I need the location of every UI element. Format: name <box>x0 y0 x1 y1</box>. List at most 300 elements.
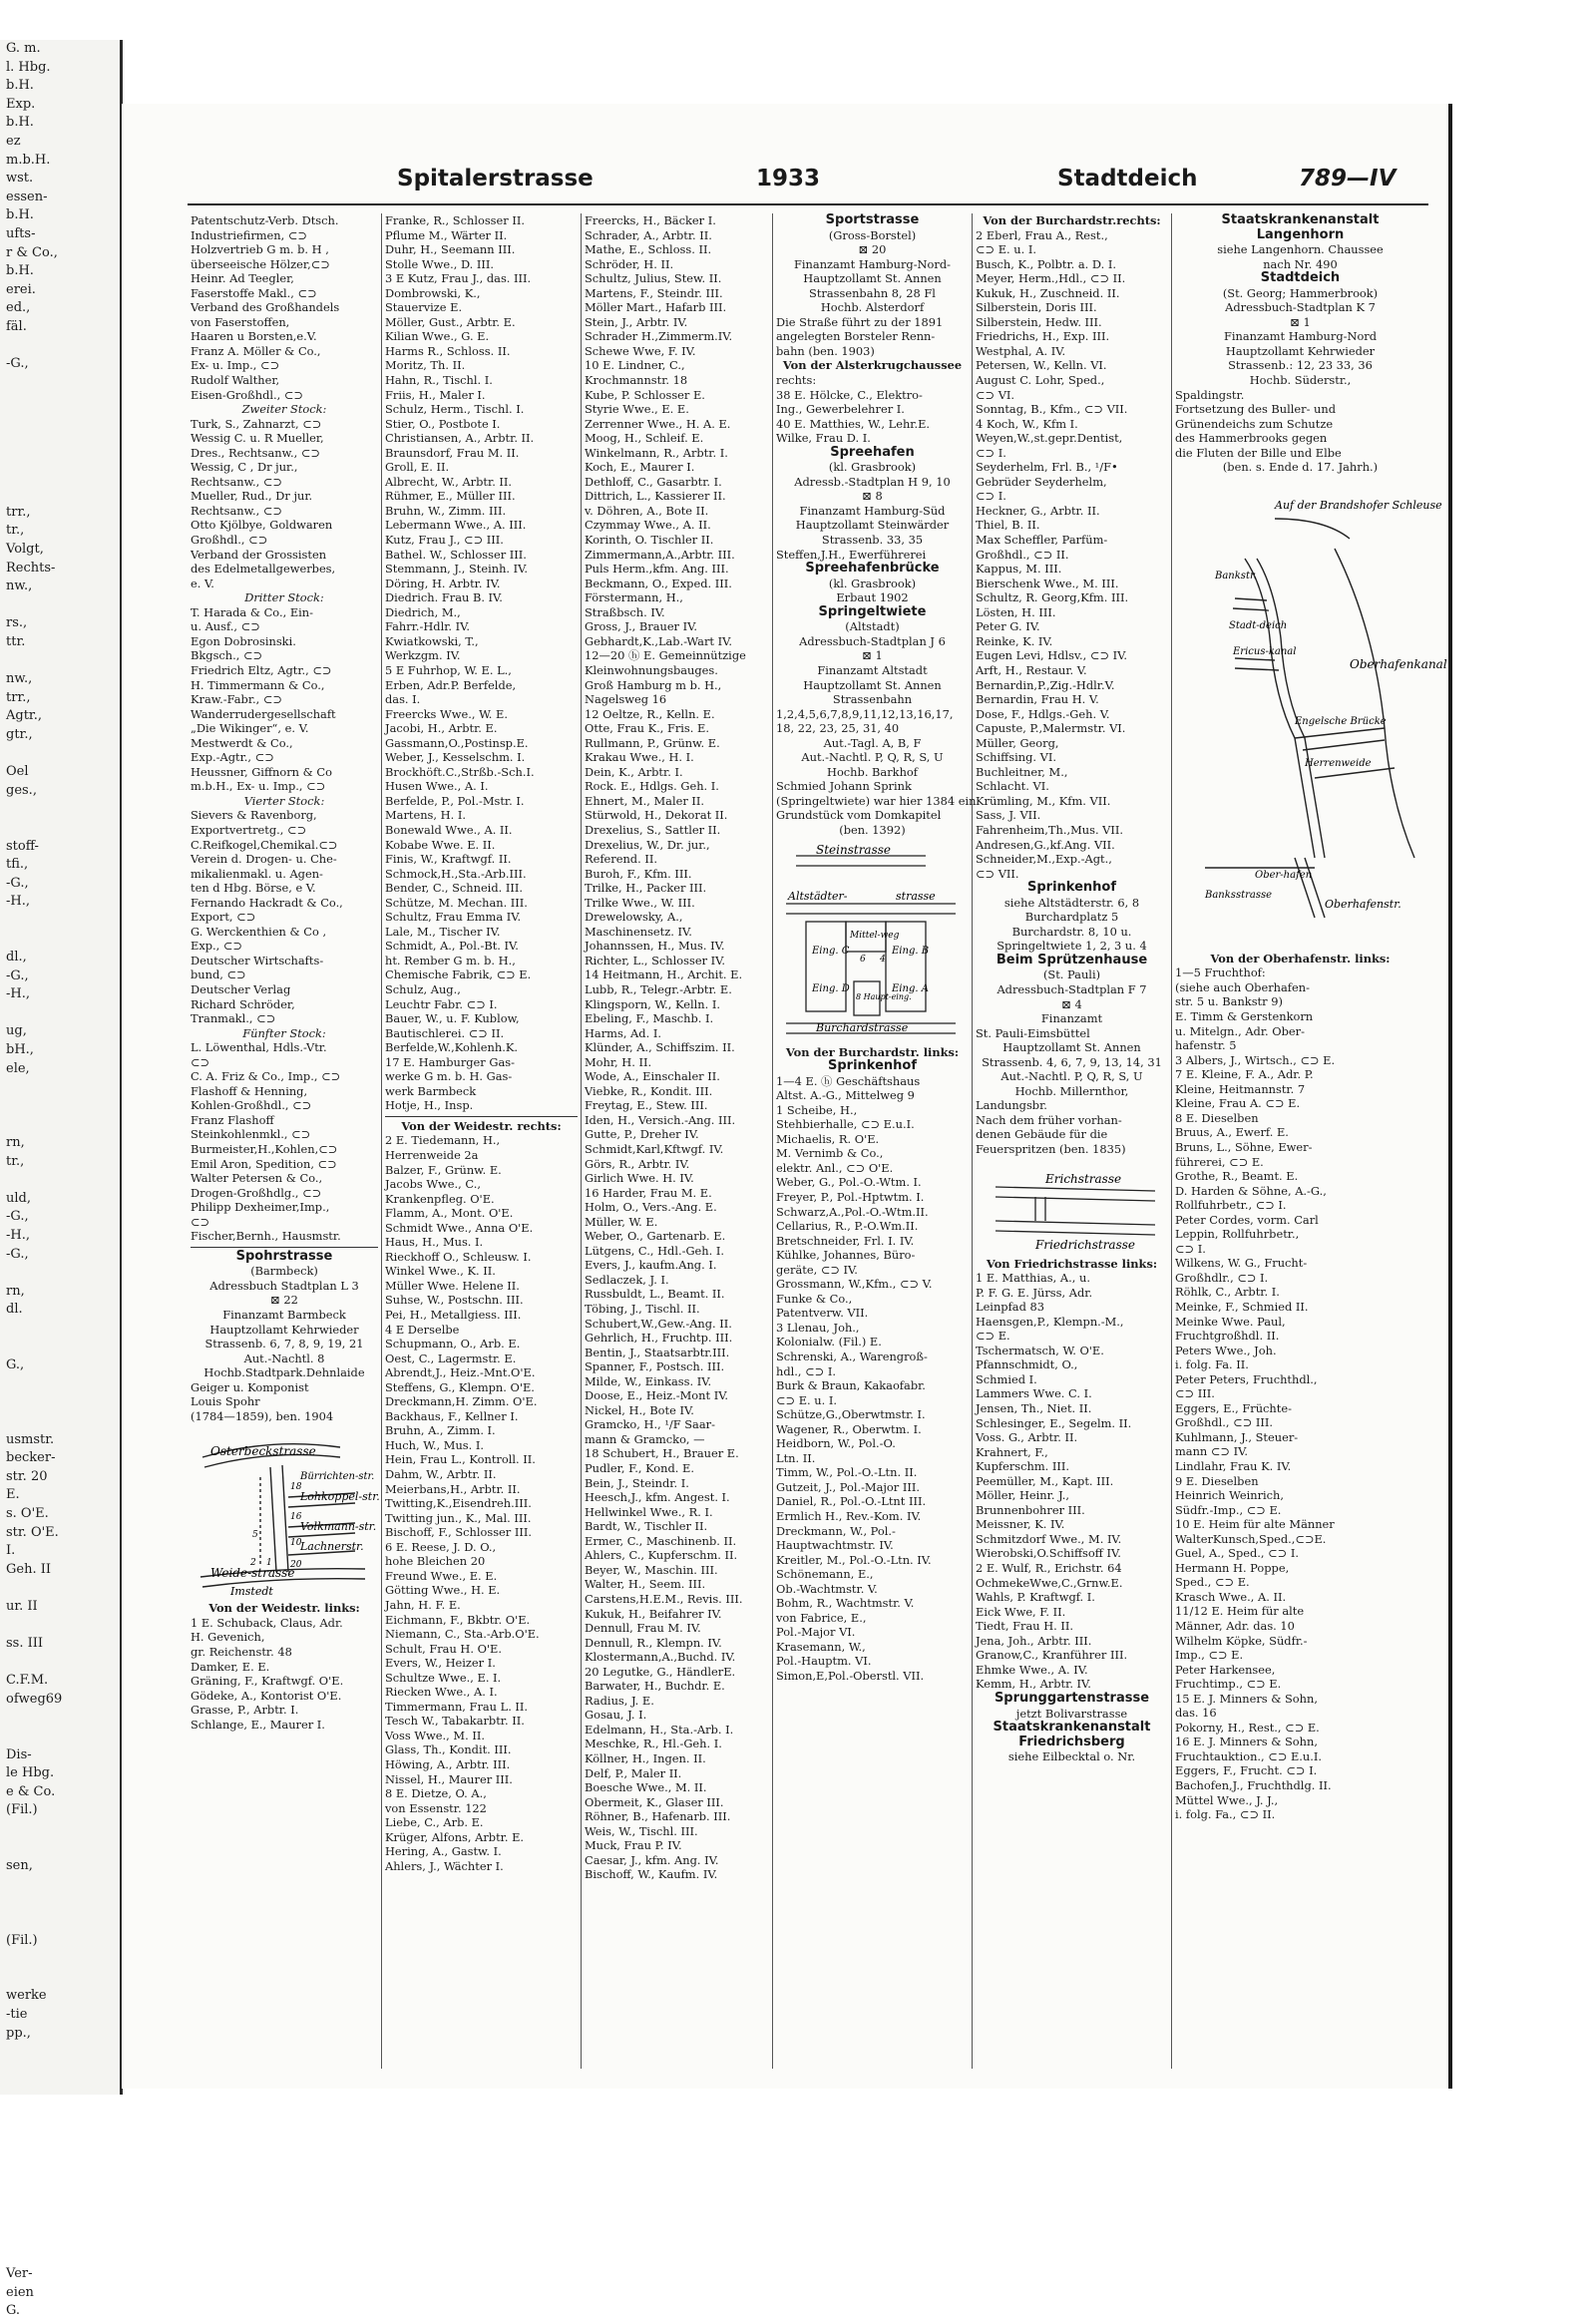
edge-fragment <box>0 652 120 671</box>
entry-line: ⊂⊃ VI. <box>976 387 1015 402</box>
edge-fragment <box>0 800 120 819</box>
entry-line: Haaren u Borsten,e.V. <box>191 329 317 344</box>
entry-line: ten d Hbg. Börse, e V. <box>191 881 316 896</box>
entry-line: Lammers Wwe. C. I. <box>976 1386 1092 1401</box>
entry-line: (Barmbeck) <box>250 1264 318 1279</box>
entry-line: Mohr, H. II. <box>585 1054 652 1069</box>
entry-line: Liebe, C., Arb. E. <box>385 1815 484 1830</box>
edge-fragment <box>0 1320 120 1339</box>
entry-line: Louis Spohr <box>191 1394 260 1409</box>
entry-line: Berfelde,W.,Kohlenh.K. <box>385 1040 518 1055</box>
entry-line: Gräning, F., Kraftwgf. O'E. <box>191 1674 344 1689</box>
entry-line: Walter, H., Seem. III. <box>585 1577 706 1592</box>
entry-line: Sprinkenhof <box>827 1058 917 1074</box>
entry-line: Hochb. Süderstr., <box>1249 373 1352 388</box>
entry-line: 8 E. Dieselben <box>1175 1110 1259 1125</box>
edge-fragment <box>0 1709 120 1728</box>
entry-line: Nagelsweg 16 <box>585 692 667 707</box>
entry-line: Funke & Co., <box>776 1291 853 1306</box>
entry-line: Schubert,W.,Gew.-Ang. II. <box>585 1316 732 1331</box>
entry-line: Deutscher Wirtschafts- <box>191 953 324 967</box>
entry-line: Capuste, P.,Malermstr. VI. <box>976 721 1126 736</box>
entry-line: ⊂⊃ I. <box>1175 1241 1206 1256</box>
entry-line: ⊠ 1 <box>862 648 883 663</box>
entry-line: Männer, Adr. das. 10 <box>1175 1619 1295 1633</box>
entry-line: Möller Mart., Hafarb III. <box>585 300 727 315</box>
entry-line: Dreckmann,H. Zimm. O'E. <box>385 1394 538 1409</box>
edge-fragment: nw., <box>6 671 33 687</box>
edge-fragment <box>0 1820 120 1839</box>
entry-line: Berfelde, P., Pol.-Mstr. I. <box>385 793 525 808</box>
entry-line: Landungsbr. <box>976 1098 1047 1113</box>
edge-fragment <box>0 1894 120 1913</box>
edge-fragment: uld, <box>6 1190 31 1206</box>
entry-line: Groll, E. II. <box>385 460 450 475</box>
entry-line: ⊠ 4 <box>1061 996 1082 1011</box>
entry-line: Puls Herm.,kfm. Ang. III. <box>585 562 729 577</box>
entry-line: Patentschutz-Verb. Dtsch. <box>191 213 339 227</box>
entry-line: Schmied I. <box>976 1371 1037 1386</box>
entry-line: Dein, K., Arbtr. I. <box>585 764 683 779</box>
entry-line: ht. Rember G m. b. H., <box>385 953 516 967</box>
entry-line: Hahn, R., Tischl. I. <box>385 373 493 388</box>
entry-line: Beyer, W., Maschin. III. <box>585 1562 718 1577</box>
entry-line: Von der Weidestr. rechts: <box>401 1118 562 1133</box>
entry-line: Russbuldt, L., Beamt. II. <box>585 1287 725 1302</box>
header-page-number: 789—IV <box>1299 166 1396 192</box>
entry-line: Schlange, E., Maurer I. <box>191 1717 325 1732</box>
entry-line: H. Timmermann & Co., <box>191 677 325 692</box>
edge-fragment: tr., <box>6 523 25 539</box>
entry-line: Peemüller, M., Kapt. III. <box>976 1473 1114 1488</box>
entry-line: C.Reifkogel,Chemikal.⊂⊃ <box>191 837 338 852</box>
entry-line: Stier, O., Postbote I. <box>385 416 501 431</box>
entry-line: Spreehafenbrücke <box>805 561 940 577</box>
entry-line: Schupmann, O., Arb. E. <box>385 1337 521 1352</box>
entry-line: werke G m. b. H. Gas- <box>385 1069 513 1084</box>
entry-line: Pei, H., Metallgiess. III. <box>385 1308 522 1323</box>
entry-line: Schlesinger, E., Segelm. II. <box>976 1415 1132 1430</box>
map1-num-2: 2 <box>250 1558 256 1569</box>
entry-line: Jacobs Wwe., C., <box>385 1177 481 1192</box>
entry-line: Jahn, H. F. E. <box>385 1597 461 1612</box>
entry-line: Kleinwohnungsbauges. <box>585 662 718 677</box>
entry-line: (ben. 1392) <box>839 822 906 837</box>
entry-line: Dittrich, L., Kassierer II. <box>585 489 726 504</box>
edge-fragment <box>0 1004 120 1023</box>
entry-line: Rudolf Walther, <box>191 373 280 388</box>
entry-line: Strassenb. 33, 35 <box>821 533 924 548</box>
entry-line: Ehmke Wwe., A. IV. <box>976 1662 1088 1677</box>
edge-fragment: usmstr. <box>6 1431 55 1447</box>
edge-fragment: str. 20 <box>6 1468 48 1484</box>
entry-line: Trilke Wwe., W. III. <box>585 895 695 910</box>
entry-line: Peter Cordes, vorm. Carl <box>1175 1212 1319 1227</box>
entry-line: Aut.-Nachtl. P, Q, R, S, U <box>1000 1069 1143 1084</box>
entry-line: Görs, R., Arbtr. IV. <box>585 1156 690 1171</box>
edge-fragment <box>0 2080 120 2099</box>
entry-line: Sonntag, B., Kfm., ⊂⊃ VII. <box>976 402 1128 417</box>
edge-fragment: e & Co. <box>6 1783 56 1799</box>
entry-line: Krochmannstr. 18 <box>585 373 688 388</box>
edge-fragment <box>0 1115 120 1134</box>
map1-label-lohkoppel: Lohkoppel-str. <box>300 1490 380 1504</box>
entry-line: 20 Legutke, G., HändlerE. <box>585 1664 736 1679</box>
entry-line: L. Löwenthal, Hdls.-Vtr. <box>191 1040 327 1055</box>
entry-line: Iden, H., Versich.-Ang. III. <box>585 1112 736 1127</box>
entry-line: Kwiatkowski, T., <box>385 633 479 648</box>
entry-line: Eichmann, F., Bkbtr. O'E. <box>385 1612 531 1627</box>
entry-line: von Fabrice, E., <box>776 1610 867 1625</box>
entry-line: Koch, E., Maurer I. <box>585 460 695 475</box>
entry-line: Kohlen-Großhdl., ⊂⊃ <box>191 1098 312 1113</box>
edge-fragment <box>0 2135 120 2154</box>
entry-line: Fruchtauktion., ⊂⊃ E.u.I. <box>1175 1748 1323 1763</box>
entry-line: 2 E. Tiedemann, H., <box>385 1133 501 1148</box>
entry-line: 10 E. Heim für alte Männer <box>1175 1517 1335 1532</box>
entry-line: Jena, Joh., Arbtr. III. <box>976 1633 1092 1648</box>
map-sprinkenhof <box>776 842 969 1041</box>
entry-line: Thiel, B. II. <box>976 518 1040 533</box>
entry-line: Export, ⊂⊃ <box>191 910 256 925</box>
entry-line: geräte, ⊂⊃ IV. <box>776 1262 858 1277</box>
entry-line: Bohm, R., Wachtmstr. V. <box>776 1596 915 1611</box>
entry-line: Meschke, R., Hl.-Geh. I. <box>585 1737 722 1751</box>
edge-fragment: Volgt, <box>6 542 44 558</box>
entry-line: Grundstück vom Domkapitel <box>776 808 942 823</box>
map1-label-imstedt: Imstedt <box>230 1585 273 1599</box>
entry-line: Sped., ⊂⊃ E. <box>1175 1575 1250 1590</box>
entry-line: Guel, A., Sped., ⊂⊃ I. <box>1175 1546 1299 1561</box>
entry-line: Beckmann, O., Exped. III. <box>585 576 732 590</box>
edge-fragment: fäl. <box>6 318 27 334</box>
edge-fragment: essen- <box>6 189 48 204</box>
entry-line: Bein, J., Steindr. I. <box>585 1475 689 1490</box>
entry-line: 1—5 Fruchthof: <box>1175 966 1266 980</box>
entry-line: von Faserstoffen, <box>191 314 290 329</box>
entry-line: Kolonialw. (Fil.) E. <box>776 1335 882 1350</box>
edge-fragment: ur. II <box>6 1598 38 1614</box>
entry-line: Ehnert, M., Maler II. <box>585 793 705 808</box>
edge-fragment: s. O'E. <box>6 1505 49 1521</box>
entry-line: 4 Koch, W., Kfm I. <box>976 416 1078 431</box>
entry-line: Aut.-Tagl. A, B, F <box>823 735 922 750</box>
edge-fragment: b.H. <box>6 78 34 94</box>
entry-line: Gramcko, H., ¹/F Saar- <box>585 1417 715 1432</box>
entry-line: Lindlahr, Frau K. IV. <box>1175 1458 1292 1473</box>
entry-line: Dombrowski, K., <box>385 285 481 300</box>
entry-line: Müller, Georg, <box>976 735 1059 750</box>
entry-line: Moog, H., Schleif. E. <box>585 431 704 446</box>
entry-line: Töbing, J., Tischl. II. <box>585 1302 700 1317</box>
entry-line: Bruns, L., Söhne, Ewer- <box>1175 1139 1313 1154</box>
entry-line: Boesche Wwe., M. II. <box>585 1780 707 1795</box>
entry-line: Ob.-Wachtmstr. V. <box>776 1581 878 1596</box>
entry-line: (Gross-Borstel) <box>828 227 917 242</box>
map2-label-mittelweg: Mittel-weg <box>850 930 900 941</box>
entry-line: Bretschneider, Frl. I. IV. <box>776 1233 915 1248</box>
entry-line: Schrader H.,Zimmerm.IV. <box>585 329 733 344</box>
entry-line: Radius, J. E. <box>585 1693 654 1708</box>
edge-fragment: sen, <box>6 1858 33 1874</box>
entry-line: (St. Georg; Hammerbrook) <box>1222 285 1379 300</box>
entry-line: Steinkohlenmkl., ⊂⊃ <box>191 1127 311 1142</box>
entry-line: Fruchtgroßhdl. II. <box>1175 1329 1280 1344</box>
entry-line: Duhr, H., Seemann III. <box>385 242 516 257</box>
edge-fragment: ttr. <box>6 634 26 649</box>
edge-fragment: G. <box>6 2303 21 2319</box>
entry-line: Dennull, Frau M. IV. <box>585 1621 701 1636</box>
entry-line: Kukuk, H., Zuschneid. II. <box>976 285 1120 300</box>
entry-line: Schwarz,A.,Pol.-O.-Wtm.II. <box>776 1204 929 1219</box>
entry-line: bahn (ben. 1903) <box>776 343 875 358</box>
entry-line: Abrendt,J., Heiz.-Mnt.O'E. <box>385 1365 536 1380</box>
entry-line: ⊂⊃ I. <box>976 489 1006 504</box>
entry-line: 1,2,4,5,6,7,8,9,11,12,13,16,17, <box>776 706 954 721</box>
entry-line: denen Gebäude für die <box>976 1127 1108 1142</box>
entry-line: 1 Scheibe, H., <box>776 1102 858 1117</box>
entry-line: Dethloff, C., Gasarbtr. I. <box>585 474 722 489</box>
entry-line: Harms, Ad. I. <box>585 1025 661 1040</box>
entry-line: Drexelius, S., Sattler II. <box>585 822 721 837</box>
entry-line: Zweiter Stock: <box>241 402 327 417</box>
entry-line: Rollfuhrbetr., ⊂⊃ I. <box>1175 1198 1287 1213</box>
entry-line: Finis, W., Kraftwgf. II. <box>385 852 512 867</box>
entry-line: Bender, C., Schneid. III. <box>385 881 523 896</box>
entry-line: führerei, ⊂⊃ E. <box>1175 1154 1264 1169</box>
entry-line: Friedrichs, H., Exp. III. <box>976 329 1110 344</box>
entry-line: Finanzamt Hamburg-Süd <box>799 503 946 518</box>
entry-line: 15 E. J. Minners & Sohn, <box>1175 1691 1318 1706</box>
entry-line: Peters Wwe., Joh. <box>1175 1343 1277 1357</box>
entry-line: Gutzeit, J., Pol.-Major III. <box>776 1479 920 1494</box>
entry-line: Klünder, A., Schiffszim. II. <box>585 1040 735 1055</box>
entry-line: Heckner, G., Arbtr. II. <box>976 503 1100 518</box>
entry-line: Hauptwachtmstr. IV. <box>776 1538 894 1553</box>
entry-line: August C. Lohr, Sped., <box>976 373 1105 388</box>
entry-line: Dreckmann, W., Pol.- <box>776 1523 896 1538</box>
edge-fragment <box>0 2099 120 2118</box>
entry-line: Schlacht. VI. <box>976 779 1049 794</box>
entry-line: Michaelis, R. O'E. <box>776 1131 880 1146</box>
entry-line: Müttel Wwe., J. J., <box>1175 1792 1279 1807</box>
entry-line: Friis, H., Maler I. <box>385 387 486 402</box>
entry-line: Drewelowsky, A., <box>585 910 683 925</box>
entry-line: D. Harden & Söhne, A.-G., <box>1175 1183 1327 1198</box>
entry-line: nach Nr. 490 <box>1263 256 1338 271</box>
entry-line: Wessig, C , Dr jur., <box>191 460 298 475</box>
entry-line: (Altstadt) <box>845 619 900 634</box>
edge-fragment: Dis- <box>6 1746 32 1762</box>
entry-line: Schönemann, E., <box>776 1567 874 1582</box>
map3-label-erich: Erichstrasse <box>1045 1171 1122 1186</box>
entry-line: Weber, G., Pol.-O.-Wtm. I. <box>776 1175 922 1190</box>
entry-line: Hein, Frau L., Kontroll. II. <box>385 1452 536 1467</box>
map1-num-16: 16 <box>290 1512 302 1523</box>
edge-fragment <box>0 745 120 764</box>
edge-fragment: ele, <box>6 1060 30 1076</box>
entry-line: Flashoff & Henning, <box>191 1083 308 1098</box>
entry-line: Drogen-Großhdlg., ⊂⊃ <box>191 1185 322 1200</box>
entry-line: Von der Oberhafenstr. links: <box>1210 951 1391 966</box>
entry-line: Dres., Rechtsanw., ⊂⊃ <box>191 445 320 460</box>
entry-line: Schultz, Julius, Stew. II. <box>585 271 722 286</box>
entry-line: 3 E Kutz, Frau J., das. III. <box>385 271 532 286</box>
edge-fragment: I. <box>6 1543 16 1559</box>
entry-line: „Die Wikinger“, e. V. <box>191 721 309 736</box>
entry-line: m.b.H., Ex- u. Imp., ⊂⊃ <box>191 779 326 794</box>
entry-line: 14 Heitmann, H., Archit. E. <box>585 967 743 982</box>
entry-line: Referend. II. <box>585 852 657 867</box>
entry-line: Arft, H., Restaur. V. <box>976 662 1087 677</box>
entry-line: Finanzamt <box>1040 1011 1103 1026</box>
entry-line: Dennull, R., Klempn. IV. <box>585 1635 722 1650</box>
entry-line: Wilhelm Köpke, Südfr.- <box>1175 1633 1308 1648</box>
edge-fragment <box>0 2118 120 2136</box>
map1-label-lachner: Lachnerstr. <box>300 1540 364 1554</box>
entry-line: Niemann, C., Sta.-Arb.O'E. <box>385 1627 540 1642</box>
entry-line: Schewe Wwe, F. IV. <box>585 343 696 358</box>
entry-line: Staatskrankenanstalt <box>993 1720 1151 1736</box>
entry-line: 16 E. J. Minners & Sohn, <box>1175 1735 1318 1749</box>
edge-fragment <box>0 1412 120 1431</box>
edge-fragment: erei. <box>6 281 36 297</box>
entry-line: siehe Langenhorn. Chaussee <box>1217 242 1384 257</box>
entry-line: 7 E. Kleine, F. A., Adr. P. <box>1175 1067 1314 1082</box>
map2-eing-a: Eing. A <box>892 982 929 994</box>
entry-line: Heesch,J., kfm. Angest. I. <box>585 1490 730 1505</box>
entry-line: Rieckhoff O., Schleusw. I. <box>385 1249 532 1264</box>
column-6 <box>1172 212 1447 2069</box>
entry-line: Gebhardt,K.,Lab.-Wart IV. <box>585 633 732 648</box>
entry-line: Von der Burchardstr.rechts: <box>983 213 1161 227</box>
entry-line: Haensgen,P., Klempn.-M., <box>976 1314 1124 1329</box>
entry-line: Schiffsing. VI. <box>976 750 1056 765</box>
entry-line: Barwater, H., Buchdr. E. <box>585 1679 725 1694</box>
entry-line: (Springeltwiete) war hier 1384 ein <box>776 793 977 808</box>
entry-line: Milde, W., Einkass. IV. <box>585 1373 712 1388</box>
edge-fragment: -G., <box>6 967 29 983</box>
entry-line: Kupferschm. III. <box>976 1459 1070 1474</box>
entry-line: Fernando Hackradt & Co., <box>191 895 343 910</box>
map4-label-brandshof: Auf der Brandshofer Schleuse <box>1275 498 1442 512</box>
entry-line: Lütgens, C., Hdl.-Geh. I. <box>585 1243 724 1258</box>
entry-line: Turk, S., Zahnarzt, ⊂⊃ <box>191 416 322 431</box>
entry-line: Richard Schröder, <box>191 996 295 1011</box>
entry-line: Ermlich H., Rev.-Kom. IV. <box>776 1509 922 1524</box>
edge-fragment <box>0 411 120 430</box>
entry-line: Wagener, R., Oberwtm. I. <box>776 1421 922 1436</box>
entry-line: Mueller, Rud., Dr jur. <box>191 489 313 504</box>
edge-fragment: rn, <box>6 1283 25 1299</box>
entry-line: hohe Bleichen 20 <box>385 1554 486 1569</box>
column-3 <box>582 213 773 2069</box>
entry-line: Rechtsanw., ⊂⊃ <box>191 503 282 518</box>
edge-fragment: rn, <box>6 1135 25 1151</box>
entry-line: Gebrüder Seyderhelm, <box>976 474 1107 489</box>
entry-line: Mathe, E., Schloss. II. <box>585 242 712 257</box>
entry-line: Burchardstr. 8, 10 u. <box>1011 924 1132 939</box>
entry-line: Bierschenk Wwe., M. III. <box>976 576 1119 590</box>
entry-line: Ing., Gewerbelehrer I. <box>776 402 905 417</box>
entry-line: von Essenstr. 122 <box>385 1800 487 1815</box>
edge-fragment: r & Co., <box>6 244 58 260</box>
map2-num-6: 6 <box>860 954 866 965</box>
edge-fragment <box>0 819 120 838</box>
entry-line: Leuchtr Fabr. ⊂⊃ I. <box>385 996 498 1011</box>
entry-line: Erbaut 1902 <box>836 590 909 605</box>
entry-line: Hauptzollamt St. Annen <box>803 271 942 286</box>
entry-line: angelegten Borsteler Renn- <box>776 329 936 344</box>
entry-line: Grothe, R., Beamt. E. <box>1175 1169 1299 1184</box>
entry-line: Girlich Wwe. H. IV. <box>585 1171 694 1186</box>
entry-line: 5 E Fuhrhop, W. E. L., <box>385 662 512 677</box>
entry-line: Erben, Adr.P. Berfelde, <box>385 677 517 692</box>
entry-line: Verband der Grossisten <box>191 547 327 562</box>
entry-line: WalterKunsch,Sped.,⊂⊃E. <box>1175 1531 1327 1546</box>
directory-page <box>122 104 1452 2089</box>
entry-line: Patentverw. VII. <box>776 1306 869 1321</box>
entry-line: Wilkens, W. G., Frucht- <box>1175 1256 1308 1271</box>
entry-line: Wode, A., Einschaler II. <box>585 1069 720 1084</box>
entry-line: des Hammerbrooks gegen <box>1175 431 1328 446</box>
edge-fragment <box>0 2043 120 2062</box>
entry-line: Hauptzollamt St. Annen <box>1002 1040 1141 1055</box>
entry-line: Balzer, F., Grünw. E. <box>385 1162 502 1177</box>
entry-line: Südfr.-Imp., ⊂⊃ E. <box>1175 1502 1282 1517</box>
entry-line: Klostermann,A.,Buchd. IV. <box>585 1650 736 1665</box>
edge-fragment <box>0 2154 120 2173</box>
entry-line: Hering, A., Gastw. I. <box>385 1844 502 1859</box>
entry-line: Großhdl., ⊂⊃ II. <box>976 547 1069 562</box>
entry-line: Styrie Wwe., E. E. <box>585 402 689 417</box>
entry-line: (siehe auch Oberhafen- <box>1175 979 1310 994</box>
map2-label-burchard: Burchardstrasse <box>816 1020 909 1034</box>
entry-line: ⊠ 1 <box>1290 314 1311 329</box>
entry-line: Röhlk, C., Arbtr. I. <box>1175 1285 1280 1300</box>
map4-label-oberhafen: Ober-hafen <box>1255 869 1313 881</box>
entry-line: Geiger u. Komponist <box>191 1379 309 1394</box>
entry-line: Nissel, H., Maurer III. <box>385 1771 513 1786</box>
entry-line: Springeltwiete 1, 2, 3 u. 4 <box>997 939 1147 954</box>
entry-line: Reinke, K. IV. <box>976 633 1053 648</box>
entry-line: Daniel, R., Pol.-O.-Ltnt III. <box>776 1494 927 1509</box>
entry-line: Burmeister,H.,Kohlen,⊂⊃ <box>191 1142 338 1156</box>
map1-label-volkmann: Volkmann-str. <box>300 1520 377 1534</box>
entry-line: 6 E. Reese, J. D. O., <box>385 1539 497 1554</box>
map4-label-engelsche: Engelsche Brücke <box>1295 715 1387 727</box>
map3-label-friedrich: Friedrichstrasse <box>1035 1237 1135 1252</box>
entry-line: Ahlers, C., Kupferschm. II. <box>585 1548 738 1563</box>
edge-fragment: nw., <box>6 579 33 594</box>
entry-line: Deutscher Verlag <box>191 981 291 996</box>
entry-line: Harms R., Schloss. II. <box>385 343 511 358</box>
map2-haupteing: 8 Haupt-eing. <box>856 991 912 1001</box>
entry-line: Hellwinkel Wwe., R. I. <box>585 1504 713 1519</box>
entry-line: Straßbsch. IV. <box>585 604 665 619</box>
entry-line: Schütze, M. Mechan. III. <box>385 895 528 910</box>
entry-line: Adressbuch-Stadtplan K 7 <box>1225 300 1376 315</box>
entry-line: Egon Dobrosinski. <box>191 633 296 648</box>
entry-line: Oest, C., Lagermstr. E. <box>385 1351 517 1365</box>
entry-line: 12—20 ⓗ E. Gemeinnützige <box>585 648 746 663</box>
map-sprinkenhof-svg <box>776 842 968 1041</box>
map2-label-stein: Steinstrasse <box>816 842 891 857</box>
edge-fragment: dl., <box>6 950 27 966</box>
column-4 <box>773 212 977 2069</box>
edge-fragment: -G., <box>6 1246 29 1262</box>
entry-line: Westphal, A. IV. <box>976 343 1066 358</box>
